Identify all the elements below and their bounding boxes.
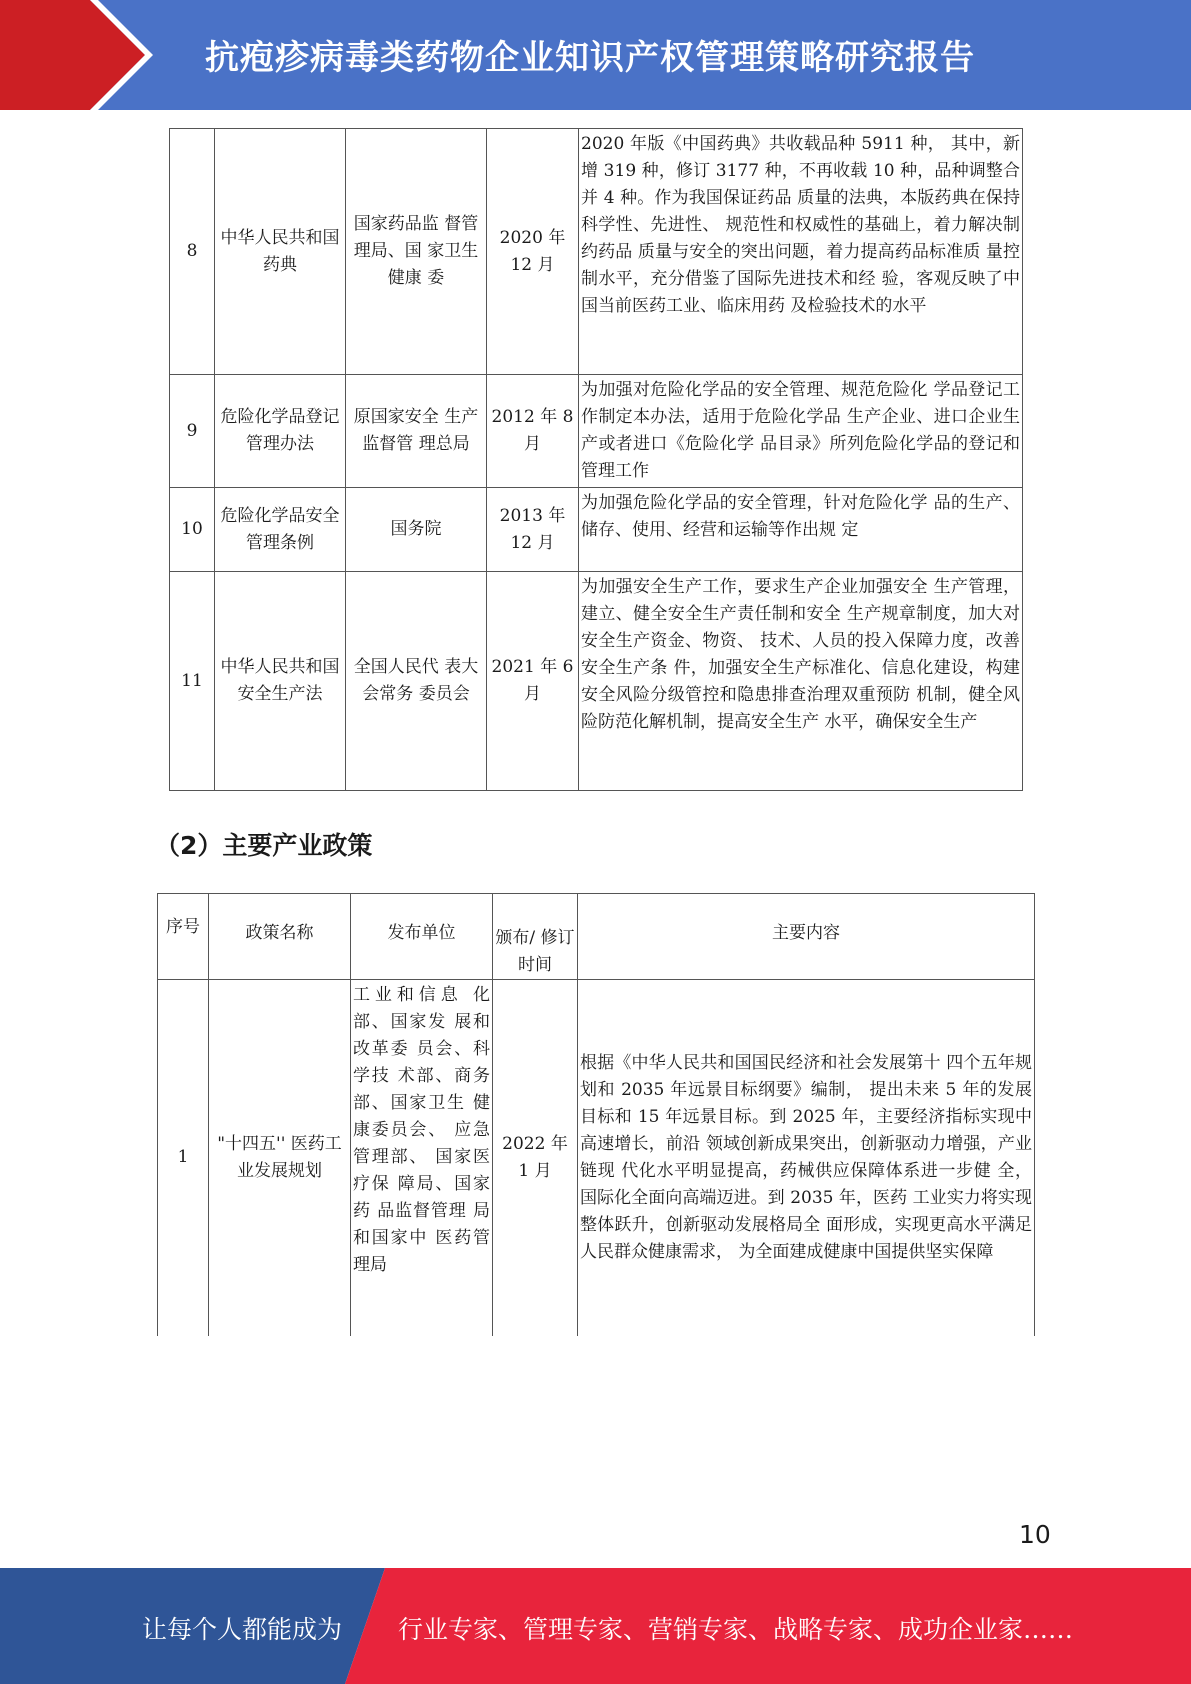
table-header-row	[158, 894, 1035, 980]
policy-name: "十四五'' 医药工业发展规划	[209, 980, 351, 1336]
issue-date: 2020 年 12 月	[487, 129, 579, 375]
regulation-content: 为加强对危险化学品的安全管理、规范危险化 学品登记工作制定本办法，适用于危险化学品 生产企业、进口企业生产或者进口《危险化学 品目录》所列危险化学品的登记和管理工作	[579, 375, 1023, 488]
table-row	[170, 488, 1023, 572]
regulation-content: 为加强危险化学品的安全管理，针对危险化学 品的生产、储存、使用、经营和运输等作出规 定	[579, 488, 1023, 572]
row-number: 10	[170, 488, 215, 572]
policy-content: 根据《中华人民共和国国民经济和社会发展第十 四个五年规划和 2035 年远景目标纲要》编制， 提出未来 5 年的发展目标和 15 年远景目标。到 2025 年，主要经济指标实现中高速增长，前沿 领域创新成果突出，创新驱动力增强，产业链现 代化水平明显提高，药械供应保障体系进一步健 全，国际化全面向高端迈进。到 2035 年，医药 工业实力将实现整体跃升，创新驱动发展格局全 面形成，实现更高水平满足人民群众健康需求， 为全面建成健康中国提供坚实保障	[578, 980, 1035, 1336]
issue-date: 2021 年 6 月	[487, 572, 579, 791]
page-header	[0, 0, 1191, 110]
issuing-body: 国务院	[346, 488, 487, 572]
issue-date: 2022 年 1 月	[493, 980, 578, 1336]
footer-slogan-left: 让每个人都能成为	[142, 1615, 343, 1644]
issuing-body: 国家药品监 督管理局、国 家卫生健康 委	[346, 129, 487, 375]
section-heading: （2）主要产业政策	[155, 831, 373, 860]
regulation-name: 中华人民共和国药典	[215, 129, 346, 375]
page-footer	[0, 1568, 1191, 1684]
issue-date: 2013 年 12 月	[487, 488, 579, 572]
regulation-content: 为加强安全生产工作，要求生产企业加强安全 生产管理，建立、健全安全生产责任制和安全 生产规章制度，加大对安全生产资金、物资、 技术、人员的投入保障力度，改善安全生产条 件，加强安全生产标准化、信息化建设，构建 安全风险分级管控和隐患排查治理双重预防 机制，健全风险防范化解机制，提高安全生产 水平，确保安全生产	[579, 572, 1023, 791]
issue-date: 2012 年 8 月	[487, 375, 579, 488]
row-number: 1	[158, 980, 209, 1336]
issuing-body: 工业和信息 化部、国家发 展和改革委 员会、科学技 术部、商务 部、国家卫生 健康委员会、 应急管理部、 国家医疗保 障局、国家药 品监督管理 局和国家中 医药管理局	[351, 980, 493, 1336]
header-policy-name: 政策名称	[209, 894, 351, 980]
header-content: 主要内容	[578, 894, 1035, 980]
row-number: 8	[170, 129, 215, 375]
header-number: 序号	[158, 894, 209, 980]
header-issuer: 发布单位	[351, 894, 493, 980]
page-number: 10	[1019, 1520, 1051, 1549]
industry-policy-table	[157, 893, 1035, 1336]
header-date: 颁布/ 修订 时间	[493, 894, 578, 980]
report-title: 抗疱疹病毒类药物企业知识产权管理策略研究报告	[205, 38, 975, 78]
table-row	[158, 980, 1035, 1336]
issuing-body: 原国家安全 生产监督管 理总局	[346, 375, 487, 488]
table-row	[170, 572, 1023, 791]
regulation-name: 中华人民共和国安全生产法	[215, 572, 346, 791]
table-row	[170, 129, 1023, 375]
regulation-name: 危险化学品安全管理条例	[215, 488, 346, 572]
row-number: 11	[170, 572, 215, 791]
regulation-content: 2020 年版《中国药典》共收载品种 5911 种， 其中，新增 319 种，修订 3177 种，不再收载 10 种，品种调整合并 4 种。作为我国保证药品 质量的法典，本版药典在保持科学性、先进性、 规范性和权威性的基础上，着力解决制约药品 质量与安全的突出问题，着力提高药品标准质 量控制水平，充分借鉴了国际先进技术和经 验，客观反映了中国当前医药工业、临床用药 及检验技术的水平	[579, 129, 1023, 375]
issuing-body: 全国人民代 表大会常务 委员会	[346, 572, 487, 791]
footer-slogan-right: 行业专家、管理专家、营销专家、战略专家、成功企业家……	[398, 1615, 1074, 1644]
regulation-name: 危险化学品登记管理办法	[215, 375, 346, 488]
row-number: 9	[170, 375, 215, 488]
table-row	[170, 375, 1023, 488]
regulations-table	[169, 128, 1023, 791]
